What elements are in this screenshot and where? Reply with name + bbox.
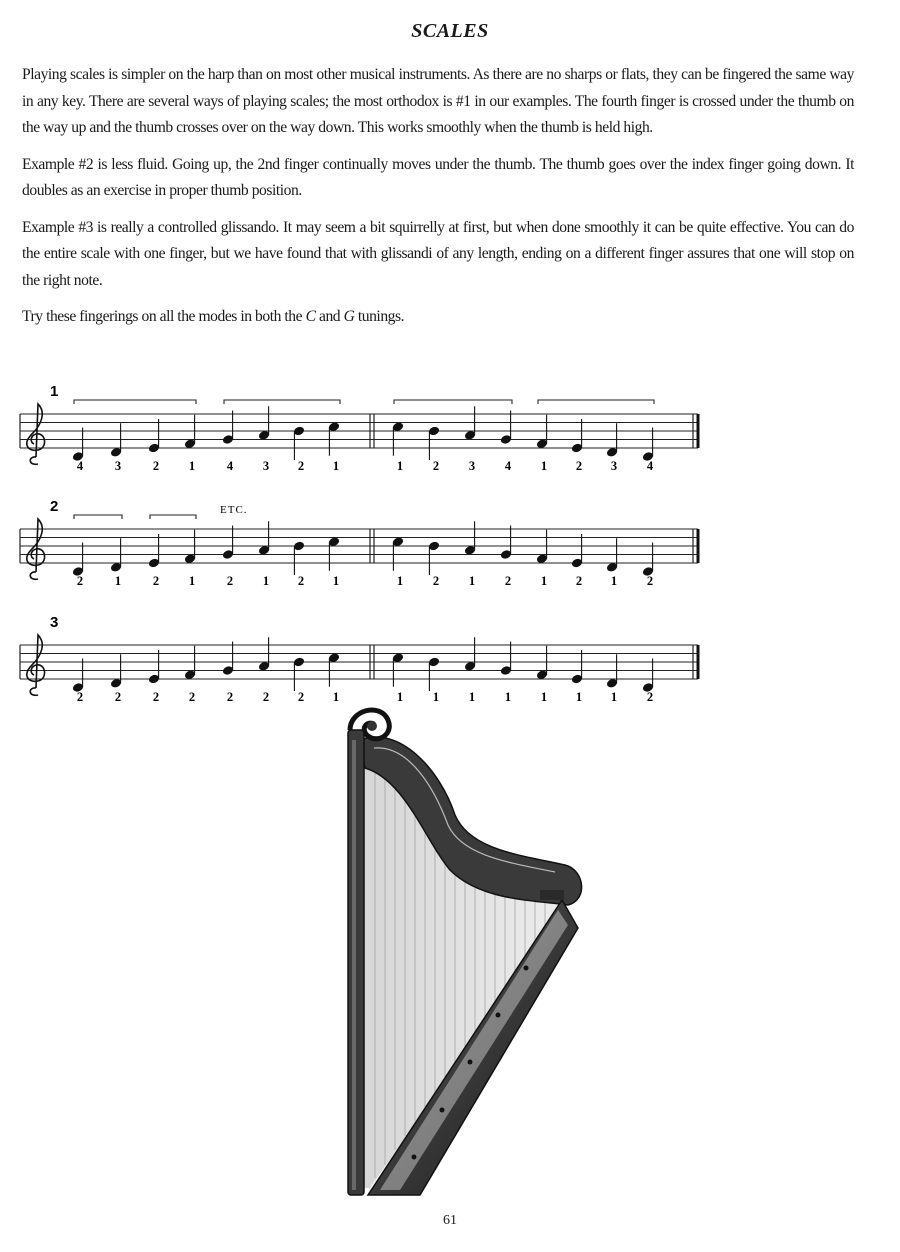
note-descending bbox=[428, 425, 441, 460]
fingering-number: 2 bbox=[226, 574, 234, 588]
fingering-number: 3 bbox=[262, 459, 270, 473]
note-ascending bbox=[72, 543, 85, 578]
fingering-bracket bbox=[150, 515, 196, 519]
fingering-number: 1 bbox=[396, 459, 404, 473]
fingering-number: 1 bbox=[114, 574, 122, 588]
fingering-bracket bbox=[538, 400, 654, 404]
note-ascending bbox=[258, 521, 271, 556]
note-ascending bbox=[222, 642, 235, 677]
paragraph-3: Example #3 is really a controlled glissando. It may seem a bit squirrelly at first, but when done smoothly it can be quite effective. You can do the entire scale with one finger, but we have found that with glissandi of any length, ending on a different finger assures that one will stop on the right note. bbox=[22, 218, 854, 289]
fingering-number: 2 bbox=[575, 574, 583, 588]
note-ascending bbox=[110, 654, 123, 689]
note-descending bbox=[392, 421, 405, 456]
fingering-number: 4 bbox=[646, 459, 654, 473]
fingering-number: 2 bbox=[432, 459, 440, 473]
harp-illustration bbox=[330, 700, 600, 1205]
fingering-number: 2 bbox=[646, 690, 654, 704]
fingering-bracket bbox=[74, 515, 122, 519]
note-ascending bbox=[328, 652, 341, 687]
note-ascending bbox=[110, 423, 123, 458]
treble-clef-icon bbox=[27, 404, 45, 464]
note-ascending bbox=[328, 421, 341, 456]
fingering-number: 1 bbox=[332, 574, 340, 588]
note-descending bbox=[571, 650, 584, 685]
fingering-number: 2 bbox=[76, 574, 84, 588]
fingering-number: 1 bbox=[540, 574, 548, 588]
fingering-number: 2 bbox=[504, 574, 512, 588]
page-number: 61 bbox=[443, 1213, 457, 1228]
note-descending bbox=[642, 543, 655, 578]
note-ascending bbox=[222, 526, 235, 561]
fingering-number: 2 bbox=[152, 690, 160, 704]
fingering-number: 2 bbox=[297, 690, 305, 704]
note-ascending bbox=[148, 419, 161, 454]
note-descending bbox=[642, 428, 655, 463]
fingering-number: 1 bbox=[610, 690, 618, 704]
example-number: 1 bbox=[50, 383, 59, 400]
fingering-number: 1 bbox=[262, 574, 270, 588]
note-descending bbox=[642, 659, 655, 694]
note-ascending bbox=[222, 411, 235, 446]
tuning-c: C bbox=[305, 308, 316, 325]
note-ascending bbox=[293, 425, 306, 460]
note-descending bbox=[428, 540, 441, 575]
note-descending bbox=[606, 538, 619, 573]
fingering-number: 1 bbox=[332, 690, 340, 704]
note-ascending bbox=[184, 530, 197, 565]
note-ascending bbox=[148, 534, 161, 569]
note-descending bbox=[464, 406, 477, 441]
fingering-number: 3 bbox=[114, 459, 122, 473]
fingering-bracket bbox=[74, 400, 196, 404]
paragraph-4-middle: and bbox=[315, 308, 344, 325]
fingering-number: 2 bbox=[297, 459, 305, 473]
fingering-number: 2 bbox=[432, 574, 440, 588]
paragraph-4-after: tunings. bbox=[354, 308, 405, 325]
fingering-number: 1 bbox=[575, 690, 583, 704]
note-descending bbox=[392, 652, 405, 687]
fingering-number: 2 bbox=[76, 690, 84, 704]
page-title: SCALES bbox=[411, 20, 489, 42]
fingering-number: 2 bbox=[114, 690, 122, 704]
treble-clef-icon bbox=[27, 635, 45, 695]
staff bbox=[20, 645, 698, 679]
note-descending bbox=[606, 654, 619, 689]
note-ascending bbox=[258, 406, 271, 441]
fingering-number: 4 bbox=[76, 459, 84, 473]
fingering-number: 2 bbox=[646, 574, 654, 588]
body-text bbox=[22, 62, 854, 341]
note-ascending bbox=[72, 659, 85, 694]
fingering-number: 2 bbox=[262, 690, 270, 704]
note-descending bbox=[571, 419, 584, 454]
staff bbox=[20, 529, 698, 563]
fingering-number: 4 bbox=[504, 459, 512, 473]
fingering-number: 1 bbox=[432, 690, 440, 704]
fingering-bracket bbox=[224, 400, 340, 404]
fingering-number: 2 bbox=[297, 574, 305, 588]
fingering-number: 1 bbox=[188, 574, 196, 588]
note-descending bbox=[392, 536, 405, 571]
etc-annotation: ETC. bbox=[220, 504, 248, 516]
paragraph-4 bbox=[22, 304, 854, 331]
treble-clef-icon bbox=[27, 519, 45, 579]
note-ascending bbox=[258, 637, 271, 672]
fingering-number: 2 bbox=[188, 690, 196, 704]
fingering-number: 1 bbox=[188, 459, 196, 473]
note-descending bbox=[464, 637, 477, 672]
fingering-number: 2 bbox=[226, 690, 234, 704]
paragraph-2: Example #2 is less fluid. Going up, the 2nd finger continually moves under the thumb. The thumb goes over the index finger going down. It doubles as an exercise in proper thumb position. bbox=[22, 155, 854, 199]
note-descending bbox=[464, 521, 477, 556]
fingering-number: 1 bbox=[540, 690, 548, 704]
fingering-number: 4 bbox=[226, 459, 234, 473]
music-example-2 bbox=[18, 497, 700, 607]
fingering-number: 2 bbox=[152, 459, 160, 473]
fingering-number: 1 bbox=[332, 459, 340, 473]
fingering-bracket bbox=[394, 400, 512, 404]
note-descending bbox=[536, 646, 549, 681]
note-descending bbox=[500, 526, 513, 561]
staff bbox=[20, 414, 698, 448]
fingering-number: 1 bbox=[468, 690, 476, 704]
fingering-number: 1 bbox=[610, 574, 618, 588]
paragraph-4-before: Try these fingerings on all the modes in both the bbox=[22, 308, 306, 325]
note-descending bbox=[606, 423, 619, 458]
note-ascending bbox=[148, 650, 161, 685]
example-number: 3 bbox=[50, 614, 59, 631]
fingering-number: 1 bbox=[540, 459, 548, 473]
note-ascending bbox=[184, 415, 197, 450]
note-descending bbox=[571, 534, 584, 569]
music-example-1 bbox=[18, 382, 700, 492]
note-descending bbox=[500, 411, 513, 446]
note-ascending bbox=[110, 538, 123, 573]
note-ascending bbox=[72, 428, 85, 463]
fingering-number: 1 bbox=[468, 574, 476, 588]
fingering-number: 1 bbox=[396, 574, 404, 588]
tuning-g: G bbox=[343, 308, 355, 325]
example-number: 2 bbox=[50, 498, 59, 515]
fingering-number: 3 bbox=[610, 459, 618, 473]
note-descending bbox=[536, 415, 549, 450]
fingering-number: 1 bbox=[504, 690, 512, 704]
note-ascending bbox=[293, 540, 306, 575]
fingering-number: 2 bbox=[575, 459, 583, 473]
note-ascending bbox=[293, 656, 306, 691]
note-ascending bbox=[328, 536, 341, 571]
fingering-number: 1 bbox=[396, 690, 404, 704]
fingering-number: 3 bbox=[468, 459, 476, 473]
note-descending bbox=[500, 642, 513, 677]
fingering-number: 2 bbox=[152, 574, 160, 588]
note-ascending bbox=[184, 646, 197, 681]
note-descending bbox=[536, 530, 549, 565]
paragraph-1: Playing scales is simpler on the harp than on most other musical instruments. As there are no sharps or flats, they can be fingered the same way in any key. There are several ways of playing scales; the most orthodox is #1 in our examples. The fourth finger is crossed under the thumb on the way up and the thumb crosses over on the way down. This works smoothly when the thumb is held high. bbox=[22, 66, 854, 136]
note-descending bbox=[428, 656, 441, 691]
